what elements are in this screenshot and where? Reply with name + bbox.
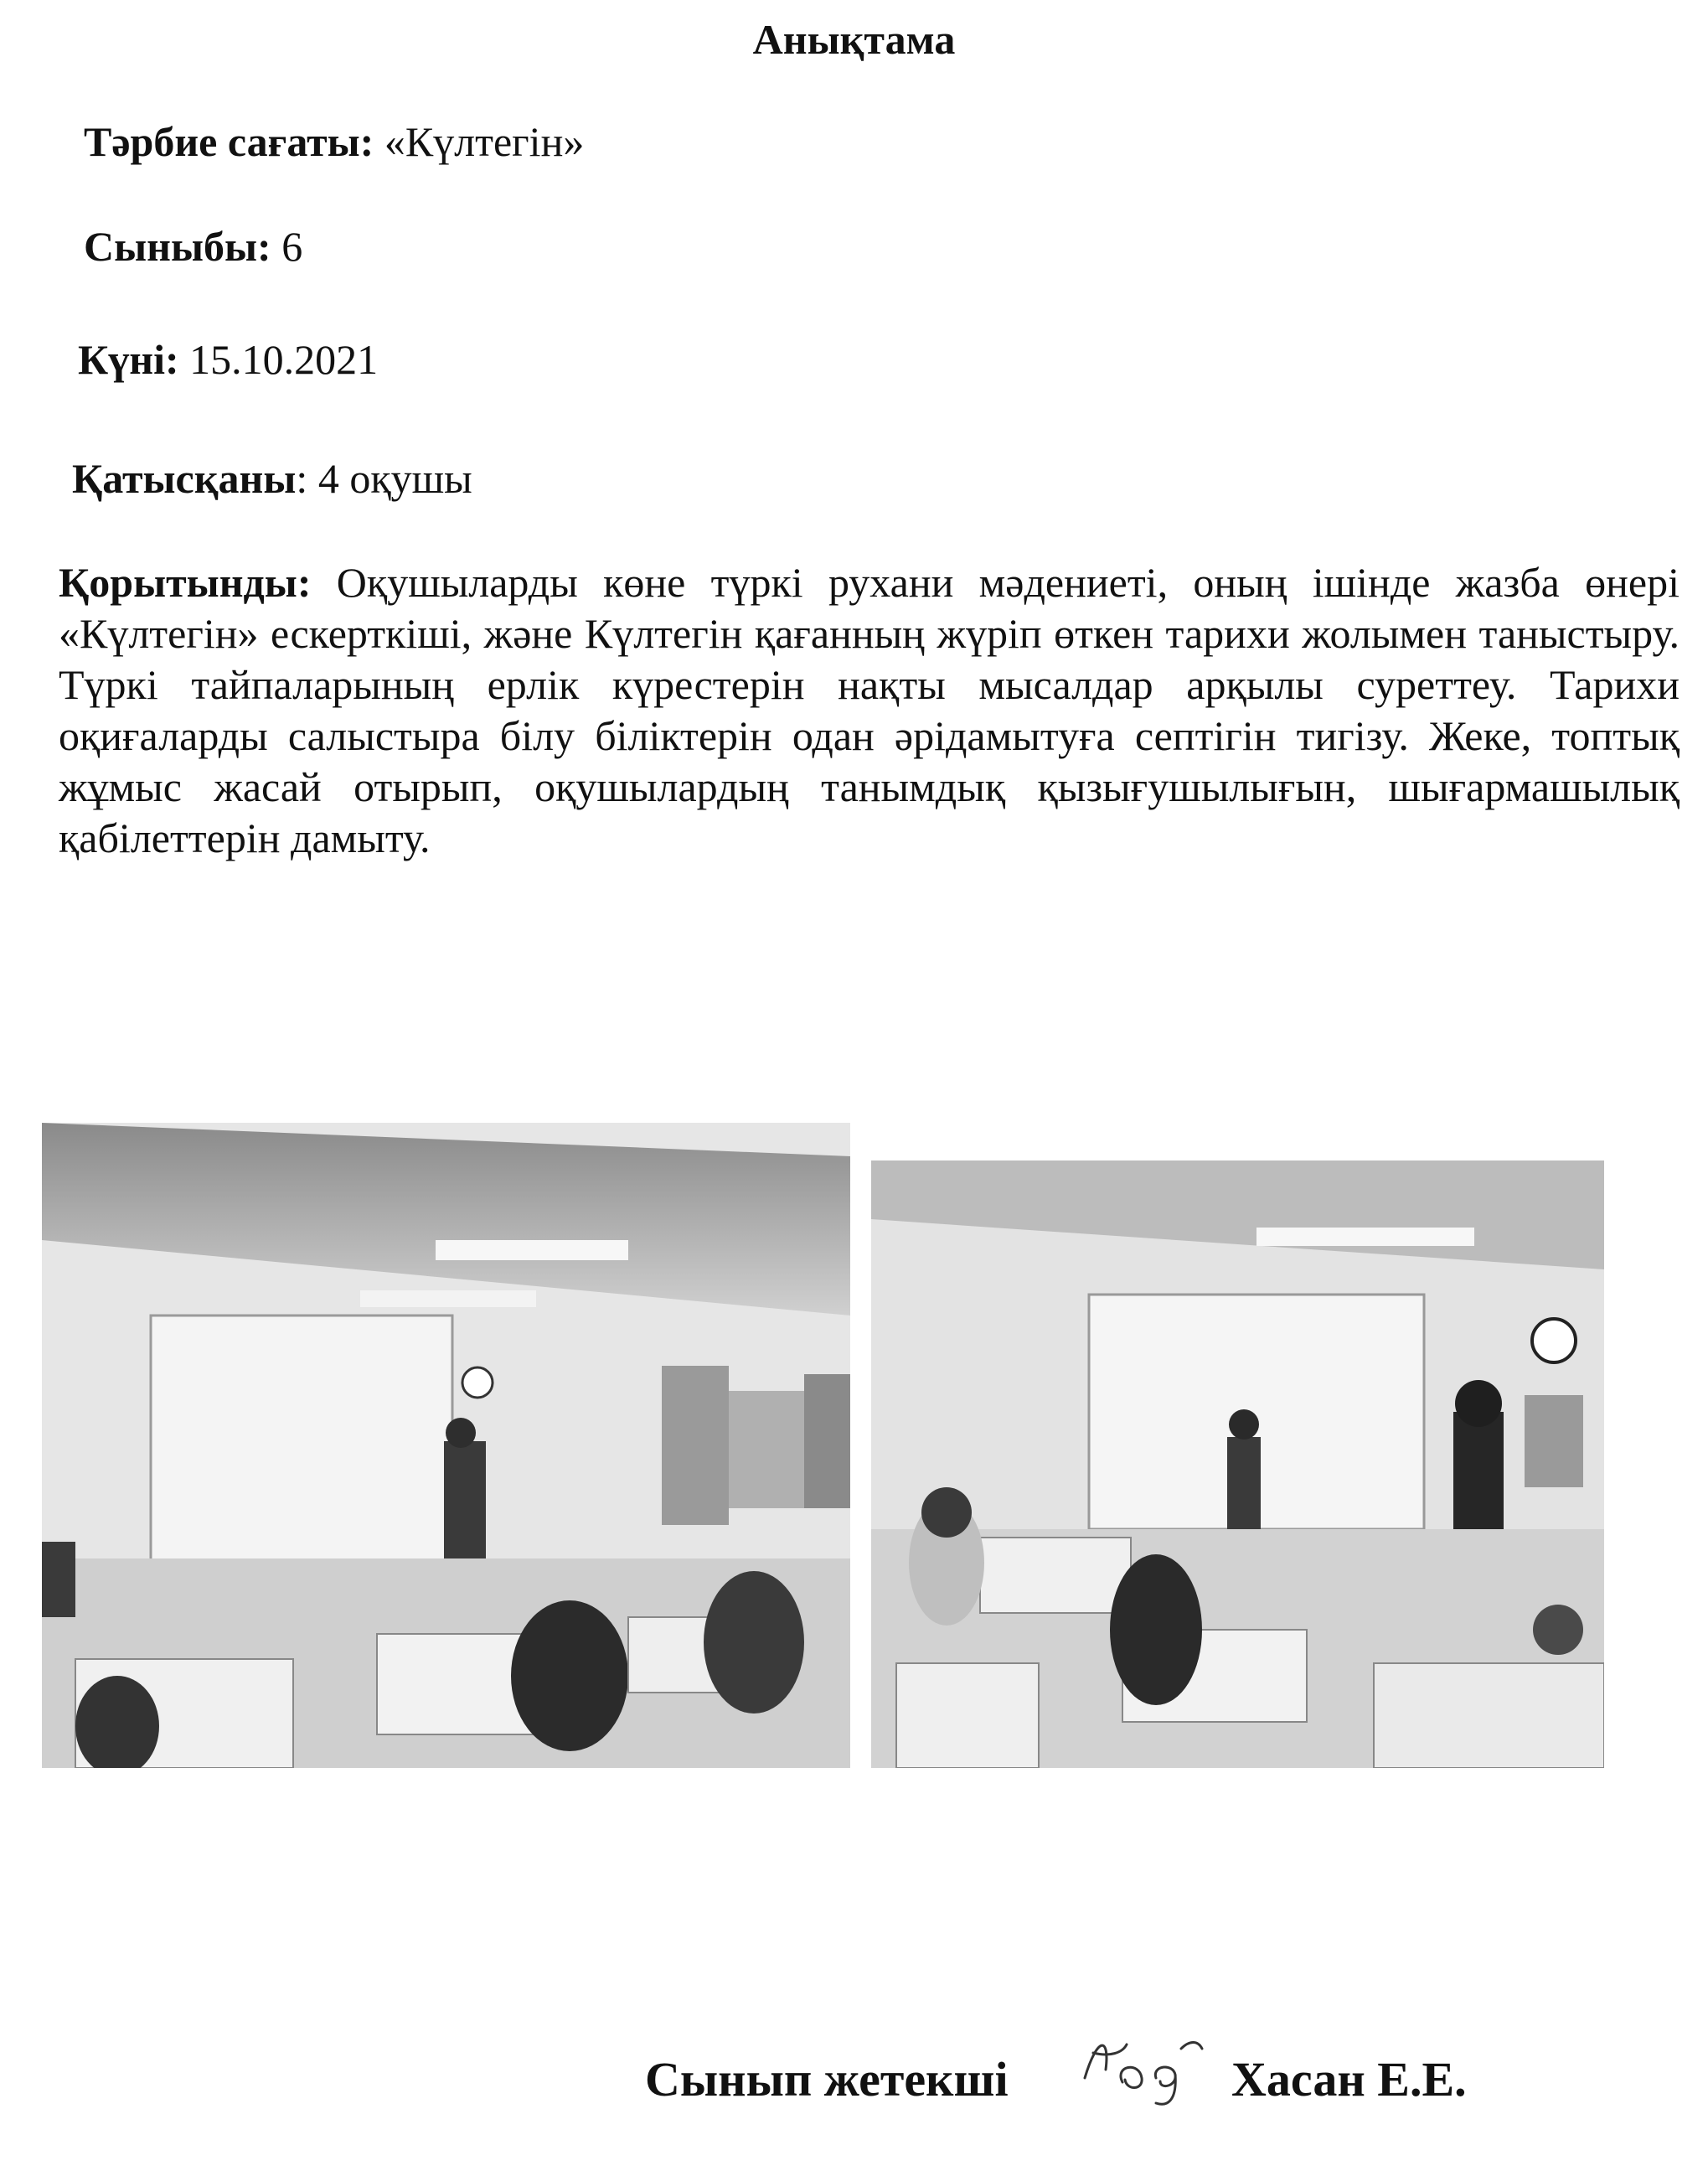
field-participants: [72, 454, 472, 503]
document-title: Анықтама: [752, 16, 956, 63]
field-participants-label: Қатысқаны: [72, 455, 297, 502]
conclusion-text: Оқушыларды көне түркі рухани мәдениеті, оның ішінде жазба өнері «Күлтегін» ескерткіші, және Күлтегін қағанның жүріп өткен тарихи жолымен таныстыру. Түркі тайпаларының ерлік күрестерін нақты мысалдар арқылы суреттеу. Тарихи оқиғаларды салыстыра білу біліктерін одан әрідамытуға септігін тигізу. Жеке, топтық жұмыс жасай отырып, оқушылардың танымдық қызығушылығын, шығармашылық қабілеттерін дамыту.: [59, 559, 1680, 861]
classroom-photo-left: [42, 1123, 850, 1768]
signature-line: [645, 2019, 1650, 2120]
field-event-label: Тәрбие сағаты:: [84, 118, 374, 165]
classroom-photo-left-image: [42, 1123, 850, 1768]
field-participants-value: : 4 оқушы: [296, 455, 472, 502]
conclusion-paragraph: [59, 557, 1680, 864]
field-class-value: 6: [281, 223, 303, 270]
signature-name: Хасан Е.Е.: [1231, 2052, 1467, 2106]
conclusion-label: Қорытынды:: [59, 559, 312, 606]
field-class: [84, 222, 302, 271]
field-event: [84, 117, 584, 166]
field-date-value: 15.10.2021: [189, 336, 379, 383]
signature-role: Сынып жетекші: [645, 2052, 1009, 2106]
field-event-value: «Күлтегін»: [384, 118, 585, 165]
field-date: [78, 335, 378, 384]
classroom-photo-right: [871, 1160, 1604, 1768]
handwritten-signature: [1076, 2019, 1219, 2112]
classroom-photo-right-image: [871, 1160, 1604, 1768]
field-class-label: Сыныбы:: [84, 223, 271, 270]
field-date-label: Күні:: [78, 336, 179, 383]
